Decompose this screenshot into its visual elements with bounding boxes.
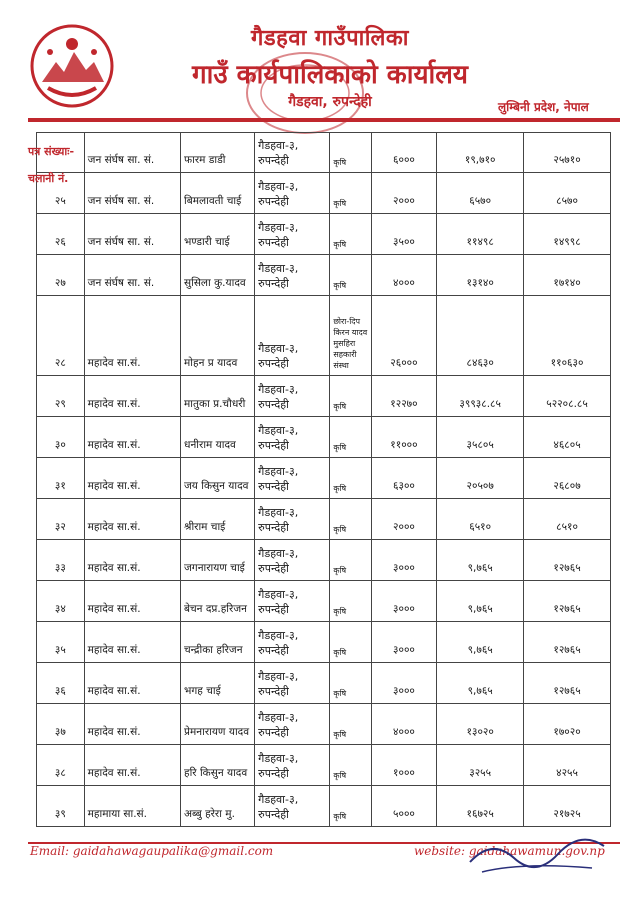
name-cell: अब्बु हरेरा मु. — [181, 786, 255, 827]
purpose-cell: कृषि — [330, 540, 371, 581]
purpose-cell: कृषि — [330, 255, 371, 296]
name-cell: भगह चाई — [181, 663, 255, 704]
organization-cell: जन संर्घष सा. सं. — [84, 214, 180, 255]
grand-total-cell: १२७६५ — [524, 581, 611, 622]
total-cell: ८४६३० — [437, 296, 524, 376]
grand-total-cell: १२७६५ — [524, 540, 611, 581]
name-cell: बेचन दप्र.हरिजन — [181, 581, 255, 622]
total-cell: ६५७० — [437, 173, 524, 214]
organization-cell: जन संर्घष सा. सं. — [84, 133, 180, 173]
serial-cell: ३१ — [37, 458, 85, 499]
purpose-cell: कृषि — [330, 458, 371, 499]
total-cell: ३९९३८.८५ — [437, 376, 524, 417]
office-title: गाउँ कार्यपालिकाको कार्यालय — [192, 60, 468, 90]
serial-cell: ३० — [37, 417, 85, 458]
chalani-label: चलानी नं. — [28, 172, 69, 185]
total-cell: १३१४० — [437, 255, 524, 296]
name-cell: मातुका प्र.चौधरी — [181, 376, 255, 417]
address-cell: गैडहवा-३, रुपन्देही — [255, 581, 330, 622]
grand-total-cell: २६८०७ — [524, 458, 611, 499]
amount-cell: २००० — [371, 173, 437, 214]
organization-cell: महादेव सा.सं. — [84, 376, 180, 417]
amount-cell: ६३०० — [371, 458, 437, 499]
organization-cell: महादेव सा.सं. — [84, 581, 180, 622]
grand-total-cell: १४९९८ — [524, 214, 611, 255]
amount-cell: २६००० — [371, 296, 437, 376]
organization-cell: महादेव सा.सं. — [84, 540, 180, 581]
address-cell: गैडहवा-३, रुपन्देही — [255, 417, 330, 458]
table-row — [37, 581, 611, 622]
table-row — [37, 499, 611, 540]
total-cell: ३२५५ — [437, 745, 524, 786]
header-rule — [28, 118, 620, 122]
purpose-cell: कृषि — [330, 133, 371, 173]
serial-cell: २६ — [37, 214, 85, 255]
grand-total-cell: ८५७० — [524, 173, 611, 214]
table-row — [37, 540, 611, 581]
grand-total-cell: २१७२५ — [524, 786, 611, 827]
amount-cell: ३००० — [371, 581, 437, 622]
table-row — [37, 296, 611, 376]
table-row — [37, 622, 611, 663]
organization-cell: जन संर्घष सा. सं. — [84, 255, 180, 296]
province-label: लुम्बिनी प्रदेश, नेपाल — [498, 100, 589, 114]
organization-cell: महामाया सा.सं. — [84, 786, 180, 827]
beneficiary-table — [36, 132, 611, 827]
address-cell: गैडहवा-३, रुपन्देही — [255, 663, 330, 704]
total-cell: ६५१० — [437, 499, 524, 540]
organization-cell: जन संर्घष सा. सं. — [84, 173, 180, 214]
name-cell: हरि किसुन यादव — [181, 745, 255, 786]
grand-total-cell: ११०६३० — [524, 296, 611, 376]
organization-cell: महादेव सा.सं. — [84, 499, 180, 540]
table-row — [37, 704, 611, 745]
purpose-cell: कृषि — [330, 786, 371, 827]
patra-sankhya-label: पत्र संख्याः- — [28, 145, 75, 158]
grand-total-cell: ८५१० — [524, 499, 611, 540]
amount-cell: ३००० — [371, 540, 437, 581]
address-cell: गैडहवा-३, रुपन्देही — [255, 458, 330, 499]
purpose-cell: कृषि — [330, 745, 371, 786]
grand-total-cell: ४६८०५ — [524, 417, 611, 458]
purpose-cell: कृषि — [330, 581, 371, 622]
serial-cell: ३२ — [37, 499, 85, 540]
total-cell: ९,७६५ — [437, 622, 524, 663]
office-seal-icon — [240, 45, 370, 140]
grand-total-cell: १७१४० — [524, 255, 611, 296]
serial-cell: २७ — [37, 255, 85, 296]
total-cell: ९,७६५ — [437, 663, 524, 704]
address-cell: गैडहवा-३, रुपन्देही — [255, 704, 330, 745]
amount-cell: १००० — [371, 745, 437, 786]
address-cell: गैडहवा-३, रुपन्देही — [255, 376, 330, 417]
total-cell: १३०२० — [437, 704, 524, 745]
name-cell: भण्डारी चाई — [181, 214, 255, 255]
purpose-cell: कृषि — [330, 417, 371, 458]
serial-cell: २८ — [37, 296, 85, 376]
purpose-cell: कृषि — [330, 622, 371, 663]
grand-total-cell: १२७६५ — [524, 663, 611, 704]
serial-cell: २९ — [37, 376, 85, 417]
address-cell: गैडहवा-३, रुपन्देही — [255, 133, 330, 173]
purpose-cell: कृषि — [330, 214, 371, 255]
address-cell: गैडहवा-३, रुपन्देही — [255, 745, 330, 786]
organization-cell: महादेव सा.सं. — [84, 745, 180, 786]
total-cell: ११४९८ — [437, 214, 524, 255]
total-cell: ९,७६५ — [437, 540, 524, 581]
purpose-cell: कृषि — [330, 704, 371, 745]
organization-cell: महादेव सा.सं. — [84, 296, 180, 376]
signature-icon — [462, 832, 612, 880]
amount-cell: ५००० — [371, 786, 437, 827]
organization-cell: महादेव सा.सं. — [84, 704, 180, 745]
amount-cell: २००० — [371, 499, 437, 540]
serial-cell: ३९ — [37, 786, 85, 827]
nepal-emblem-icon — [28, 22, 116, 110]
table-row — [37, 173, 611, 214]
name-cell: बिमलावती चाई — [181, 173, 255, 214]
name-cell: सुसिला कु.यादव — [181, 255, 255, 296]
serial-cell: ३३ — [37, 540, 85, 581]
address-cell: गैडहवा-३, रुपन्देही — [255, 214, 330, 255]
address-cell: गैडहवा-३, रुपन्देही — [255, 622, 330, 663]
name-cell: चन्द्रीका हरिजन — [181, 622, 255, 663]
purpose-cell: कृषि — [330, 173, 371, 214]
amount-cell: ३००० — [371, 622, 437, 663]
table-row — [37, 458, 611, 499]
grand-total-cell: १२७६५ — [524, 622, 611, 663]
table-row — [37, 417, 611, 458]
amount-cell: ४००० — [371, 704, 437, 745]
table-row — [37, 376, 611, 417]
amount-cell: ६००० — [371, 133, 437, 173]
serial-cell: ३४ — [37, 581, 85, 622]
municipality-title: गैडहवा गाउँपालिका — [251, 26, 409, 51]
address-cell: गैडहवा-३, रुपन्देही — [255, 296, 330, 376]
serial-cell: २५ — [37, 173, 85, 214]
purpose-cell: कृषि — [330, 376, 371, 417]
table-row — [37, 745, 611, 786]
name-cell: धनीराम यादव — [181, 417, 255, 458]
serial-cell: ३५ — [37, 622, 85, 663]
purpose-cell: कृषि — [330, 499, 371, 540]
total-cell: ३५८०५ — [437, 417, 524, 458]
amount-cell: ११००० — [371, 417, 437, 458]
name-cell: मोहन प्र यादव — [181, 296, 255, 376]
address-cell: गैडहवा-३, रुपन्देही — [255, 499, 330, 540]
name-cell: जगनारायण चाई — [181, 540, 255, 581]
organization-cell: महादेव सा.सं. — [84, 458, 180, 499]
footer-website: website: gaidahawamun.gov.np — [414, 844, 605, 858]
grand-total-cell: ४२५५ — [524, 745, 611, 786]
grand-total-cell: ५२२०८.८५ — [524, 376, 611, 417]
purpose-cell: छोरा-दिप किरन यादव मुसहिरा सहकारी संस्था — [330, 296, 371, 376]
table-row — [37, 663, 611, 704]
address-cell: गैडहवा-३, रुपन्देही — [255, 173, 330, 214]
total-cell: ९,७६५ — [437, 581, 524, 622]
name-cell: श्रीराम चाई — [181, 499, 255, 540]
table-row — [37, 786, 611, 827]
total-cell: १९,७१० — [437, 133, 524, 173]
address-cell: गैडहवा-३, रुपन्देही — [255, 255, 330, 296]
address-cell: गैडहवा-३, रुपन्देही — [255, 786, 330, 827]
grand-total-cell: २५७१० — [524, 133, 611, 173]
purpose-cell: कृषि — [330, 663, 371, 704]
grand-total-cell: १७०२० — [524, 704, 611, 745]
organization-cell: महादेव सा.सं. — [84, 663, 180, 704]
total-cell: २०५०७ — [437, 458, 524, 499]
amount-cell: ३००० — [371, 663, 437, 704]
amount-cell: ३५०० — [371, 214, 437, 255]
office-address: गैडहवा, रुपन्देही — [288, 94, 372, 110]
amount-cell: १२२७० — [371, 376, 437, 417]
footer-email: Email: gaidahawagaupalika@gmail.com — [30, 844, 274, 858]
address-cell: गैडहवा-३, रुपन्देही — [255, 540, 330, 581]
table-row — [37, 214, 611, 255]
name-cell: फारम डाडी — [181, 133, 255, 173]
serial-cell: ३८ — [37, 745, 85, 786]
table-row — [37, 133, 611, 173]
serial-cell: ३६ — [37, 663, 85, 704]
serial-cell: ३७ — [37, 704, 85, 745]
table-row — [37, 255, 611, 296]
organization-cell: महादेव सा.सं. — [84, 622, 180, 663]
name-cell: जय किसुन यादव — [181, 458, 255, 499]
total-cell: १६७२५ — [437, 786, 524, 827]
organization-cell: महादेव सा.सं. — [84, 417, 180, 458]
name-cell: प्रेमनारायण यादव — [181, 704, 255, 745]
amount-cell: ४००० — [371, 255, 437, 296]
